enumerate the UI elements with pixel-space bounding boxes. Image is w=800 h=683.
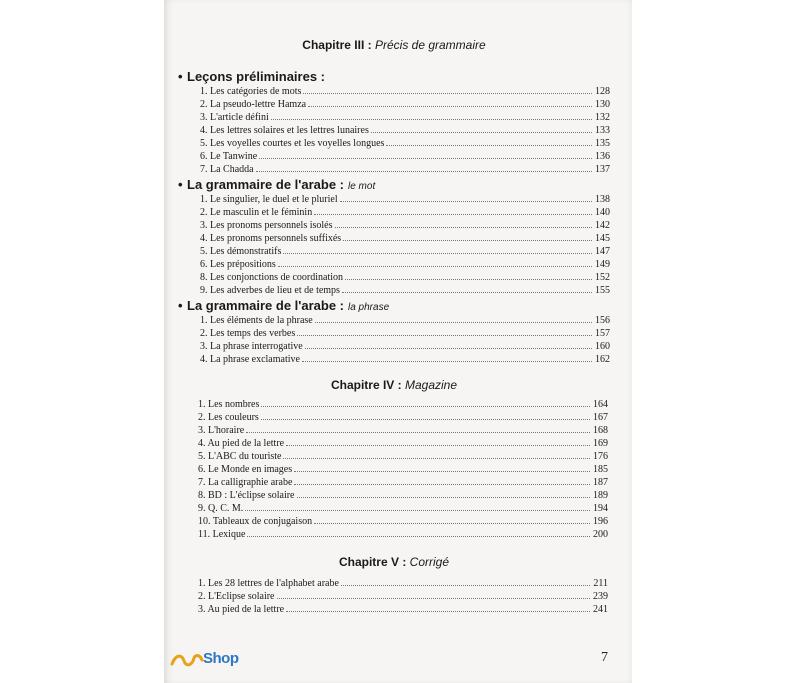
dot-leader — [335, 226, 593, 228]
toc-entry[interactable] — [198, 424, 608, 437]
dot-leader — [283, 457, 590, 459]
chapter-3-title: Chapitre III : — [302, 38, 372, 52]
toc-entry-page: 137 — [595, 164, 610, 175]
toc-entry-page: 187 — [593, 477, 608, 488]
toc-entry[interactable] — [200, 193, 610, 206]
toc-entry-page: 152 — [595, 272, 610, 283]
dot-leader — [315, 321, 592, 323]
section-entries — [200, 314, 610, 366]
toc-entry[interactable] — [198, 577, 608, 590]
toc-entry-label: 1. Les éléments de la phrase — [200, 315, 313, 326]
toc-entry[interactable] — [200, 258, 610, 271]
dot-leader — [286, 444, 590, 446]
toc-entry-label: 4. Les pronoms personnels suffixés — [200, 233, 342, 244]
toc-entry-label: 2. Les temps des verbes — [200, 328, 296, 339]
section-heading — [178, 297, 610, 314]
toc-entry-page: 132 — [595, 112, 610, 123]
dot-leader — [342, 291, 592, 293]
toc-entry-label: 3. La phrase interrogative — [200, 341, 303, 352]
toc-entry[interactable] — [198, 476, 608, 489]
toc-entry-label: 6. Le Tanwine — [200, 151, 258, 162]
toc-entry-label: 5. Les voyelles courtes et les voyelles longues — [200, 138, 385, 149]
page-number: 7 — [601, 650, 608, 665]
chapter-3-heading — [178, 36, 610, 54]
toc-entry[interactable] — [200, 232, 610, 245]
toc-entry-page: 133 — [595, 125, 610, 136]
toc-entry-label: 3. L'horaire — [198, 425, 245, 436]
swirl-logo-icon — [170, 652, 204, 670]
shop-logo: Shop — [203, 650, 239, 667]
dot-leader — [314, 213, 592, 215]
dot-leader — [303, 92, 592, 94]
toc-entry-label: 10. Tableaux de conjugaison — [198, 516, 313, 527]
toc-entry-page: 168 — [593, 425, 608, 436]
toc-entry-page: 196 — [593, 516, 608, 527]
toc-entry[interactable] — [200, 137, 610, 150]
dot-leader — [305, 347, 592, 349]
table-of-contents — [178, 36, 610, 616]
dot-leader — [283, 252, 592, 254]
toc-entry[interactable] — [198, 515, 608, 528]
toc-entry-page: 128 — [595, 86, 610, 97]
toc-entry[interactable] — [200, 206, 610, 219]
toc-entry-label: 5. L'ABC du touriste — [198, 451, 282, 462]
dot-leader — [261, 418, 590, 420]
toc-entry[interactable] — [198, 489, 608, 502]
toc-entry-label: 6. Le Monde en images — [198, 464, 293, 475]
toc-entry[interactable] — [198, 450, 608, 463]
toc-entry-label: 8. BD : L'éclipse solaire — [198, 490, 295, 501]
section-entries — [200, 85, 610, 176]
dot-leader — [314, 522, 590, 524]
toc-entry[interactable] — [198, 502, 608, 515]
toc-entry-label: 7. La calligraphie arabe — [198, 477, 293, 488]
dot-leader — [297, 334, 592, 336]
section-subtitle: le mot — [348, 181, 376, 192]
toc-entry[interactable] — [198, 528, 608, 541]
toc-entry[interactable] — [198, 463, 608, 476]
toc-entry-label: 2. Les couleurs — [198, 412, 259, 423]
bullet-icon: • — [178, 298, 183, 313]
toc-entry-page: 169 — [593, 438, 608, 449]
toc-entry-page: 162 — [595, 354, 610, 365]
dot-leader — [386, 144, 592, 146]
toc-entry-page: 130 — [595, 99, 610, 110]
toc-entry-page: 156 — [595, 315, 610, 326]
toc-entry-label: 7. La Chadda — [200, 164, 254, 175]
toc-entry-label: 6. Les prépositions — [200, 259, 276, 270]
toc-entry-page: 142 — [595, 220, 610, 231]
bullet-icon: • — [178, 69, 183, 84]
section-title: La grammaire de l'arabe : — [187, 177, 344, 192]
dot-leader — [345, 278, 592, 280]
toc-entry-label: 3. Les pronoms personnels isolés — [200, 220, 333, 231]
toc-entry-page: 135 — [595, 138, 610, 149]
dot-leader — [341, 584, 590, 586]
toc-entry-label: 5. Les démonstratifs — [200, 246, 282, 257]
toc-entry-page: 155 — [595, 285, 610, 296]
toc-entry[interactable] — [200, 353, 610, 366]
toc-entry[interactable] — [200, 111, 610, 124]
dot-leader — [297, 496, 591, 498]
chapter-5-title: Chapitre V : — [338, 555, 407, 569]
toc-entry-page: 189 — [593, 490, 608, 501]
toc-entry-label: 3. L'article défini — [200, 112, 269, 123]
toc-entry[interactable] — [200, 327, 610, 340]
section-title: Leçons préliminaires : — [187, 69, 325, 84]
toc-entry-page: 239 — [593, 591, 608, 602]
dot-leader — [247, 535, 590, 537]
toc-entry-page: 200 — [593, 529, 608, 540]
toc-entry[interactable] — [200, 150, 610, 163]
toc-entry-label: 11. Lexique — [198, 529, 246, 540]
chapter-4-title: Chapitre IV : — [330, 378, 402, 392]
chapter-5-heading — [178, 553, 610, 571]
toc-entry-page: 160 — [595, 341, 610, 352]
dot-leader — [246, 431, 590, 433]
toc-entry-label: 1. Le singulier, le duel et le pluriel — [200, 194, 338, 205]
toc-entry-label: 1. Les catégories de mots — [200, 86, 302, 97]
toc-entry-page: 185 — [593, 464, 608, 475]
toc-entry[interactable] — [200, 245, 610, 258]
dot-leader — [371, 131, 592, 133]
toc-entry[interactable] — [200, 219, 610, 232]
chapter-4-subtitle: Magazine — [405, 378, 458, 392]
section-subtitle: la phrase — [348, 302, 390, 313]
chapter-5-entries — [198, 577, 608, 616]
dot-leader — [286, 610, 590, 612]
toc-entry-label: 1. Les 28 lettres de l'alphabet arabe — [198, 578, 339, 589]
dot-leader — [294, 470, 590, 472]
toc-entry-label: 1. Les nombres — [198, 399, 260, 410]
dot-leader — [277, 597, 591, 599]
chapter-4-heading — [178, 376, 610, 394]
toc-entry-label: 4. Les lettres solaires et les lettres lunaires — [200, 125, 369, 136]
toc-entry-page: 176 — [593, 451, 608, 462]
dot-leader — [343, 239, 592, 241]
toc-entry-page: 167 — [593, 412, 608, 423]
toc-entry-page: 136 — [595, 151, 610, 162]
toc-entry-page: 147 — [595, 246, 610, 257]
toc-entry[interactable] — [198, 398, 608, 411]
toc-entry-page: 140 — [595, 207, 610, 218]
toc-entry-label: 2. La pseudo-lettre Hamza — [200, 99, 307, 110]
dot-leader — [259, 157, 592, 159]
section-entries — [200, 193, 610, 297]
dot-leader — [294, 483, 590, 485]
dot-leader — [308, 105, 592, 107]
dot-leader — [302, 360, 592, 362]
toc-entry-label: 4. Au pied de la lettre — [198, 438, 285, 449]
toc-entry[interactable] — [200, 85, 610, 98]
dot-leader — [340, 200, 592, 202]
toc-entry-page: 211 — [593, 578, 608, 589]
toc-entry[interactable] — [200, 271, 610, 284]
toc-entry-page: 241 — [593, 604, 608, 615]
toc-entry[interactable] — [198, 590, 608, 603]
section-heading — [178, 176, 610, 193]
dot-leader — [261, 405, 590, 407]
toc-entry[interactable] — [200, 98, 610, 111]
toc-entry-page: 194 — [593, 503, 608, 514]
toc-entry-label: 2. L'Eclipse solaire — [198, 591, 275, 602]
dot-leader — [271, 118, 592, 120]
toc-entry[interactable] — [200, 163, 610, 176]
dot-leader — [278, 265, 592, 267]
toc-entry-label: 9. Q. C. M. — [198, 503, 244, 514]
toc-entry-label: 2. Le masculin et le féminin — [200, 207, 313, 218]
toc-entry-page: 157 — [595, 328, 610, 339]
toc-entry[interactable] — [198, 437, 608, 450]
toc-entry-page: 149 — [595, 259, 610, 270]
dot-leader — [245, 509, 590, 511]
toc-entry[interactable] — [200, 284, 610, 297]
dot-leader — [256, 170, 592, 172]
toc-entry[interactable] — [198, 603, 608, 616]
toc-entry[interactable] — [200, 314, 610, 327]
toc-entry[interactable] — [198, 411, 608, 424]
toc-entry-page: 145 — [595, 233, 610, 244]
toc-entry-page: 164 — [593, 399, 608, 410]
toc-entry[interactable] — [200, 124, 610, 137]
toc-entry-label: 8. Les conjonctions de coordination — [200, 272, 344, 283]
toc-entry[interactable] — [200, 340, 610, 353]
section-heading — [178, 68, 610, 85]
chapter-4-entries — [198, 398, 608, 541]
chapter-5-subtitle: Corrigé — [409, 555, 450, 569]
section-title: La grammaire de l'arabe : — [187, 298, 344, 313]
toc-entry-page: 138 — [595, 194, 610, 205]
toc-entry-label: 4. La phrase exclamative — [200, 354, 300, 365]
toc-entry-label: 3. Au pied de la lettre — [198, 604, 285, 615]
bullet-icon: • — [178, 177, 183, 192]
toc-entry-label: 9. Les adverbes de lieu et de temps — [200, 285, 340, 296]
chapter-3-subtitle: Précis de grammaire — [374, 38, 486, 52]
